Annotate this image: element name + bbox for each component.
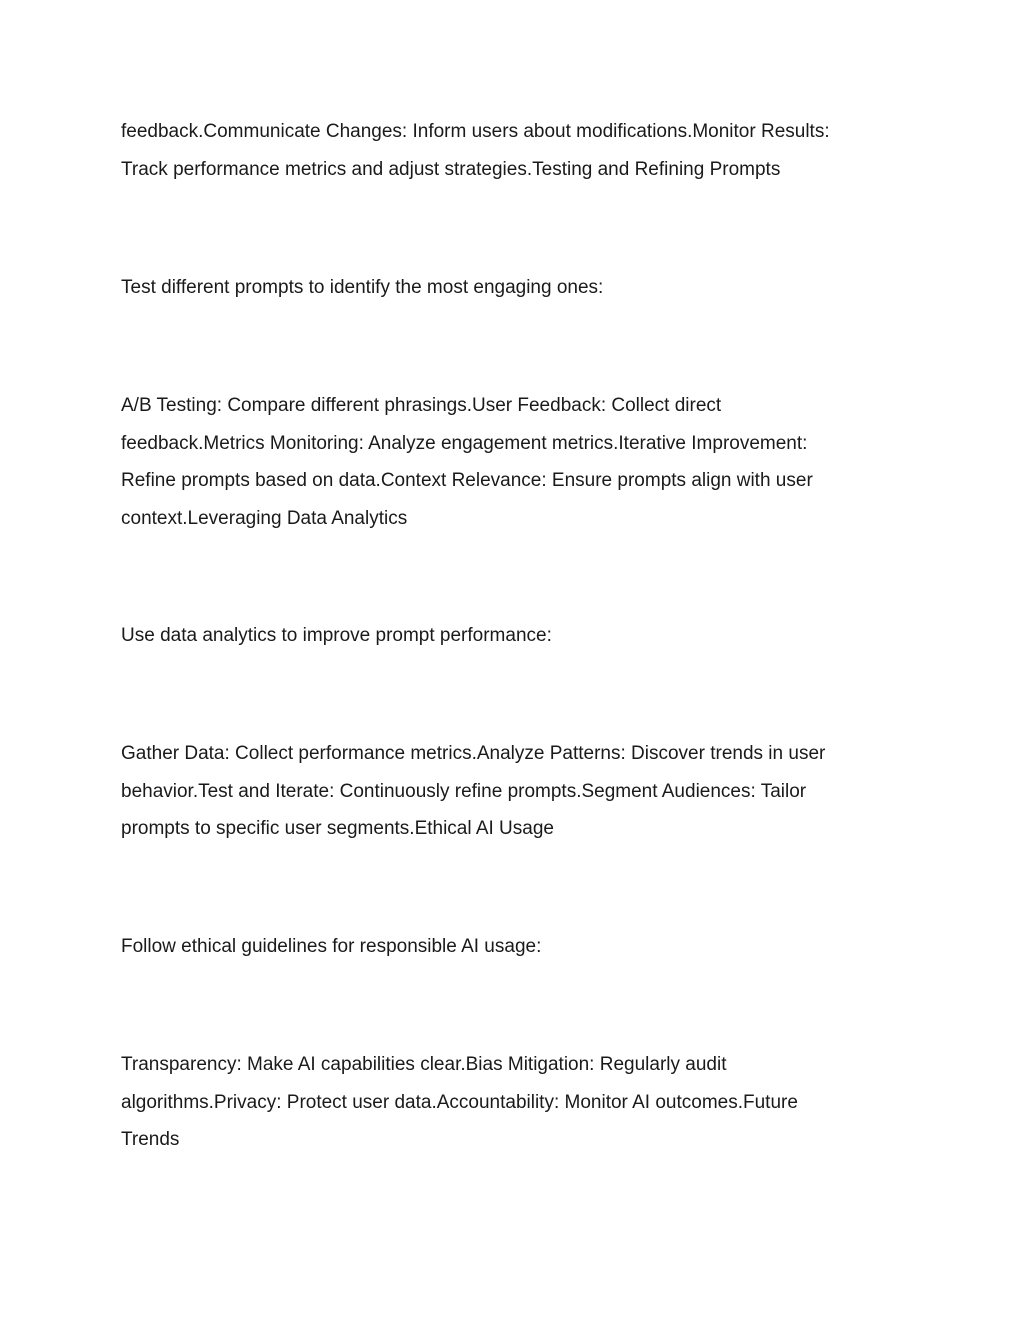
text-line: Follow ethical guidelines for responsible AI usage: xyxy=(121,936,542,957)
paragraph-data-analytics-list xyxy=(121,735,891,848)
text-line: context.Leveraging Data Analytics xyxy=(121,507,408,529)
paragraph-ethical-intro xyxy=(121,928,891,966)
text-line: Refine prompts based on data.Context Relevance: Ensure prompts align with user xyxy=(121,470,813,492)
text-line: algorithms.Privacy: Protect user data.Accountability: Monitor AI outcomes.Future xyxy=(121,1091,798,1113)
paragraph-communicate-changes xyxy=(121,113,891,188)
paragraph-test-prompts-intro xyxy=(121,269,891,307)
text-line: Transparency: Make AI capabilities clear.Bias Mitigation: Regularly audit xyxy=(121,1054,727,1075)
paragraph-testing-list xyxy=(121,387,891,537)
text-line: feedback.Communicate Changes: Inform users about modifications.Monitor Results: xyxy=(121,121,830,142)
paragraph-ethical-list xyxy=(121,1046,891,1159)
text-line: A/B Testing: Compare different phrasings.User Feedback: Collect direct xyxy=(121,395,722,416)
text-line: behavior.Test and Iterate: Continuously refine prompts.Segment Audiences: Tailor xyxy=(121,780,807,802)
text-line: Use data analytics to improve prompt performance: xyxy=(121,625,552,646)
text-line: Test different prompts to identify the most engaging ones: xyxy=(121,277,604,298)
text-line: Gather Data: Collect performance metrics.Analyze Patterns: Discover trends in user xyxy=(121,743,826,764)
paragraph-data-analytics-intro xyxy=(121,617,891,655)
text-line: feedback.Metrics Monitoring: Analyze engagement metrics.Iterative Improvement: xyxy=(121,432,808,454)
text-line: prompts to specific user segments.Ethical AI Usage xyxy=(121,818,554,840)
text-line: Track performance metrics and adjust strategies.Testing and Refining Prompts xyxy=(121,158,781,180)
text-line: Trends xyxy=(121,1129,180,1151)
